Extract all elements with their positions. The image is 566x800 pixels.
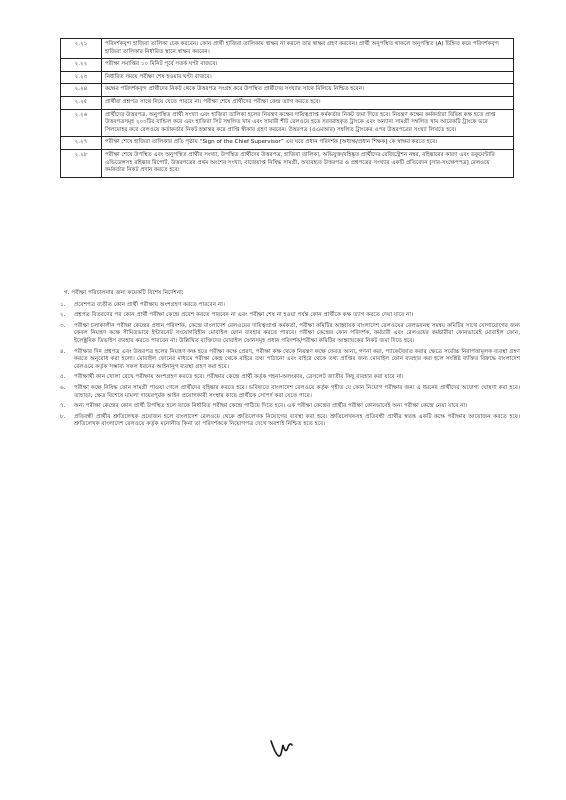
rule-text: কক্ষের পরিদর্শকবৃন্দ প্রার্থীদের নিকট থেকে উত্তরপত্র সংগ্রহ করে উপস্থিত প্রার্থীদের সংখ্যার সাথে মিলিয়ে নিশ্চিত হবেন। bbox=[102, 84, 514, 97]
list-item bbox=[60, 349, 520, 372]
rule-text: প্রার্থীদের উত্তরপত্র, অনুপস্থিত প্রার্থী সংখ্যা এবং হাজিরা তালিকা হলের নিয়ন্ত্রণ কক্ষের দায়িত্বপ্রাপ্ত কর্মকর্তার নিকট জমা দিতে হবে। নিয়ন্ত্রণ কক্ষের কর্মকর্তারা বিভিন্ন কক্ষ হতে প্রাপ্ত উত্তরপত্রসমূহ ২০০টির বান্ডিল করে এবং হাজিরা সিট সম্বলিত খাম এবং সামারী শীট রেলওয়ে হতে সরবরাহকৃত ট্রাংকে এবং অন্যান্য সামগ্রী সম্বলিত খাম আরেকটি ট্রাংকে ভরে সিলমোহর করে রেলওয়ে কর্তাকর্তার নিকট হস্তান্তর করে প্রাপ্তি স্বীকার গ্রহণ করবেন। উত্তরপত্র (ওএমআর) সম্বলিত ট্রাংকের ওপর উত্তরপত্রের সংখ্যা লিখতে হবে। bbox=[102, 109, 514, 137]
rule-text: নির্ধারিত সময়ে পরীক্ষা শেষ হওয়ার ঘণ্টা বাজবে। bbox=[102, 71, 514, 84]
item-number: ৭. bbox=[60, 403, 66, 410]
item-text: প্রতিবন্ধী প্রার্থীর শ্রুতিলেখক প্রয়োজন হলে বাংলাদেশ রেলওয়ে থেকে শ্রুতিলেখক নিয়োগের ব্যবস্থা করা হবে। শ্রুতিলেখকসহ প্রতিবন্ধী প্রার্থীর স্বতন্ত্র একটি কক্ষে পরীক্ষার আয়োজন করতে হবে। শ্রুতিলেখক বাংলাদেশ রেলওয়ে কর্তৃক মনোনীত কিনা তা পরিদর্শককে নিয়োগপত্র দেখে অবশ্যই নিশ্চিত হতে হবে। bbox=[74, 413, 520, 428]
rule-text: পরীক্ষা শেষে হাজিরা তালিকার প্রতি পৃষ্ঠায় “Sign of the Chief Supervisor” এর ঘরে প্রধান পরিদর্শক [অধ্যক্ষ/প্রধান শিক্ষক] কে স্বাক্ষর করতে হবে। bbox=[102, 137, 514, 150]
rule-number: ২.২৩ bbox=[61, 71, 102, 84]
signature-icon bbox=[268, 735, 294, 759]
item-number: ১. bbox=[60, 301, 66, 308]
rule-text: পরীক্ষা সমাপ্তির ১০ মিনিট পূর্বে সতর্ক ঘণ্টা বাজবে। bbox=[102, 59, 514, 72]
special-instructions-section bbox=[60, 290, 520, 432]
table-row bbox=[61, 96, 514, 109]
table-row bbox=[61, 84, 514, 97]
rule-number: ২.২৭ bbox=[61, 137, 102, 150]
list-item bbox=[60, 385, 520, 400]
table-row bbox=[61, 71, 514, 84]
rule-number: ২.২৪ bbox=[61, 84, 102, 97]
item-text: পরীক্ষার্থী কান খোলা রেখে পরীক্ষায় অংশগ্রহণ করতে হবে। পরীক্ষার কেন্দ্রে প্রার্থী কর্তৃক গহনা-অলংকার, ব্রেসলেট জাতীয় কিছু ব্যবহার করা যাবে না। bbox=[74, 374, 404, 381]
rule-text: পরীক্ষা শেষে উপস্থিত এবং অনুপস্থিত প্রার্থীর সংখ্যা, উপস্থিত প্রার্থীদের উত্তরপত্র, হাজিরা তালিকা, অভিযুক্ত/বহিষ্কৃত প্রার্থীদের রেজিস্ট্রেশন নম্বর, বহিষ্কারের কারণ এবং ডকুমেন্টারি এভিডেন্সসহ বহিষ্কার রিপোর্ট, উত্তরপত্রের প্রথম অংশের সংখ্যা, বাজেয়াপ্ত নিষিদ্ধ সামগ্রী, অব্যবহৃত উত্তরপত্র ও প্রশ্নপত্রের সংখ্যার একটি প্রতিবেদন [সার-সংক্ষেপপত্র] রেলওয়ে কর্মকর্তার নিকট প্রদান করতে হবে। bbox=[102, 149, 514, 177]
rule-text: পরিদর্শকবৃন্দ হাজিরা তালিকা চেক করবেন। কোন প্রার্থী হাজিরা তালিকায় স্বাক্ষর না করলে তার স্বাক্ষর গ্রহণ করবেন। প্রার্থী অনুপস্থিত থাকলে অনুপস্থিত (A) চিহ্নিত করে পরিদর্শকবৃন্দ হাজিরা তালিকার নির্ধারিত স্থানে স্বাক্ষর করবেন। bbox=[102, 39, 514, 59]
rules-table bbox=[60, 38, 514, 178]
rule-number: ২.২৮ bbox=[61, 149, 102, 177]
item-number: ৪. bbox=[60, 348, 66, 355]
item-text: পরীক্ষা চলাকালীন পরীক্ষা কেন্দ্রের প্রধান পরিদর্শক, কেন্দ্রে বাংলাদেশ রেলওয়ের দায়িত্বপ্রাপ্ত কর্মকর্তা, পরীক্ষা কমিটির আহ্বায়ক বাংলাদেশ রেলওয়ের রেলভবনস্থ সমন্বয় কমিটির সাথে যোগাযোগের জন্য কেবল নিয়ন্ত্রণ কক্ষে সীমিতভাবে ইন্টারনেট সংযোগবিহীন মোবাইল ফোন ব্যবহার করতে পারবে। পরীক্ষা কেন্দ্রের কোন পরিদর্শক, কর্মচারী এবং রেলওয়ের কর্মচারীরা কোনভাবেই মোবাইল ফোন, ইলেক্ট্রনিক ডিভাইস ব্যবহার করতে পারবেন না। উল্লিখিত ব্যক্তিদের মোবাইল ফোনসমূহ প্রধান পরিদর্শক/পরীক্ষা কমিটির আহ্বায়কের নিকট জমা দিতে হবে। bbox=[74, 322, 520, 344]
list-item bbox=[60, 312, 520, 320]
table-row bbox=[61, 149, 514, 177]
list-item bbox=[60, 414, 520, 429]
table-row bbox=[61, 39, 514, 59]
instruction-list bbox=[60, 302, 520, 429]
item-number: ৬. bbox=[60, 384, 66, 391]
list-item bbox=[60, 403, 520, 411]
list-item bbox=[60, 374, 520, 382]
item-text: পরীক্ষার দিন প্রশ্নপত্র এবং উত্তরপত্র হলের নিয়ন্ত্রণ কক্ষ হতে পরীক্ষা কক্ষে প্রেরণ, পরীক্ষা কক্ষ থেকে নিয়ন্ত্রণ কক্ষে ফেরত আনা, গণনা করা, প্যাকেটজাত করার ক্ষেত্রে সর্বোচ্চ নিরাপত্তামূলক ব্যবস্থা গ্রহণ করতে অনুরোধ করা হলো। মোবাইল ফোনের মাধ্যমে পরীক্ষা কেন্দ্র থেকে বাইরে তথ্য পাঠানো এবং বাইরে থেকে তথ্য প্রাপ্তির জন্য মোবাইল ফোন ব্যবহার করা হলে সংশ্লিষ্ট ব্যক্তির বিরুদ্ধে বাংলাদেশ রেলওয়ে কর্তৃক সম্ভাব্য সকল ধরনের আইনানুগ ব্যবস্থা গ্রহণ করা হবে। bbox=[74, 348, 520, 370]
table-row bbox=[61, 137, 514, 150]
item-text: পরীক্ষা কক্ষে নিষিদ্ধ কোন সামগ্রী পাওয়া গেলে প্রার্থীদের বহিষ্কার করতে হবে। ভবিষ্যতে বাংলাদেশ রেলওয়ে কর্তৃক গৃহীত যে কোন নিয়োগ পরীক্ষার জন্য এ ধরনের প্রার্থীদের অযোগ্য ঘোষণা করা হবে। তাছাড়া, ক্ষেত্র বিশেষে মামলা দায়েরপূর্বক আইন প্রয়োগকারী সংস্থার কাছে প্রার্থীকে সোপর্দ করা যেতে পারে। bbox=[74, 384, 520, 399]
rule-number: ২.২৫ bbox=[61, 96, 102, 109]
rules-table-body bbox=[61, 39, 514, 178]
item-number: ৩. bbox=[60, 322, 66, 329]
item-number: ২. bbox=[60, 312, 66, 319]
rule-text: প্রার্থীরা প্রশ্নপত্র সাথে নিয়ে যেতে পারবে না। পরীক্ষা শেষে প্রার্থীদের পরীক্ষা কেন্দ্র ত্যাগ করতে হবে। bbox=[102, 96, 514, 109]
list-item bbox=[60, 323, 520, 346]
rule-number: ২.২৬ bbox=[61, 109, 102, 137]
item-number: ৮. bbox=[60, 413, 66, 420]
item-text: অন্য পরীক্ষা কেন্দ্রের কোন প্রার্থী উপস্থিত হলে তাকে নির্ধারিত পরীক্ষা কেন্দ্রে পাঠিয়ে দিতে হবে। এক পরীক্ষা কেন্দ্রের প্রার্থীর পরীক্ষা কোনভাবেই অন্য পরীক্ষা কেন্দ্রে নেয়া যাবে না। bbox=[74, 403, 468, 410]
table-row bbox=[61, 59, 514, 72]
rule-number: ২.২১ bbox=[61, 39, 102, 59]
section-title: গ. পরীক্ষা পরিচালনার জন্য কয়েকটি বিশেষ নির্দেশনা: bbox=[64, 290, 184, 296]
item-text: প্রশ্নপত্র বিতরণের পর কোন প্রার্থী পরীক্ষা কেন্দ্রে প্রবেশ করতে পারবেন না এবং পরীক্ষা শেষ না হওয়া পর্যন্ত কোন প্রার্থীকে কক্ষ ত্যাগ করতে দেয়া যাবে না। bbox=[74, 312, 414, 319]
item-text: প্রবেশপত্র ব্যতীত কোন প্রার্থী পরীক্ষায় অংশগ্রহণ করতে পারবেন না। bbox=[74, 301, 225, 308]
list-item bbox=[60, 302, 520, 310]
rule-number: ২.২২ bbox=[61, 59, 102, 72]
item-number: ৫. bbox=[60, 374, 66, 381]
table-row bbox=[61, 109, 514, 137]
